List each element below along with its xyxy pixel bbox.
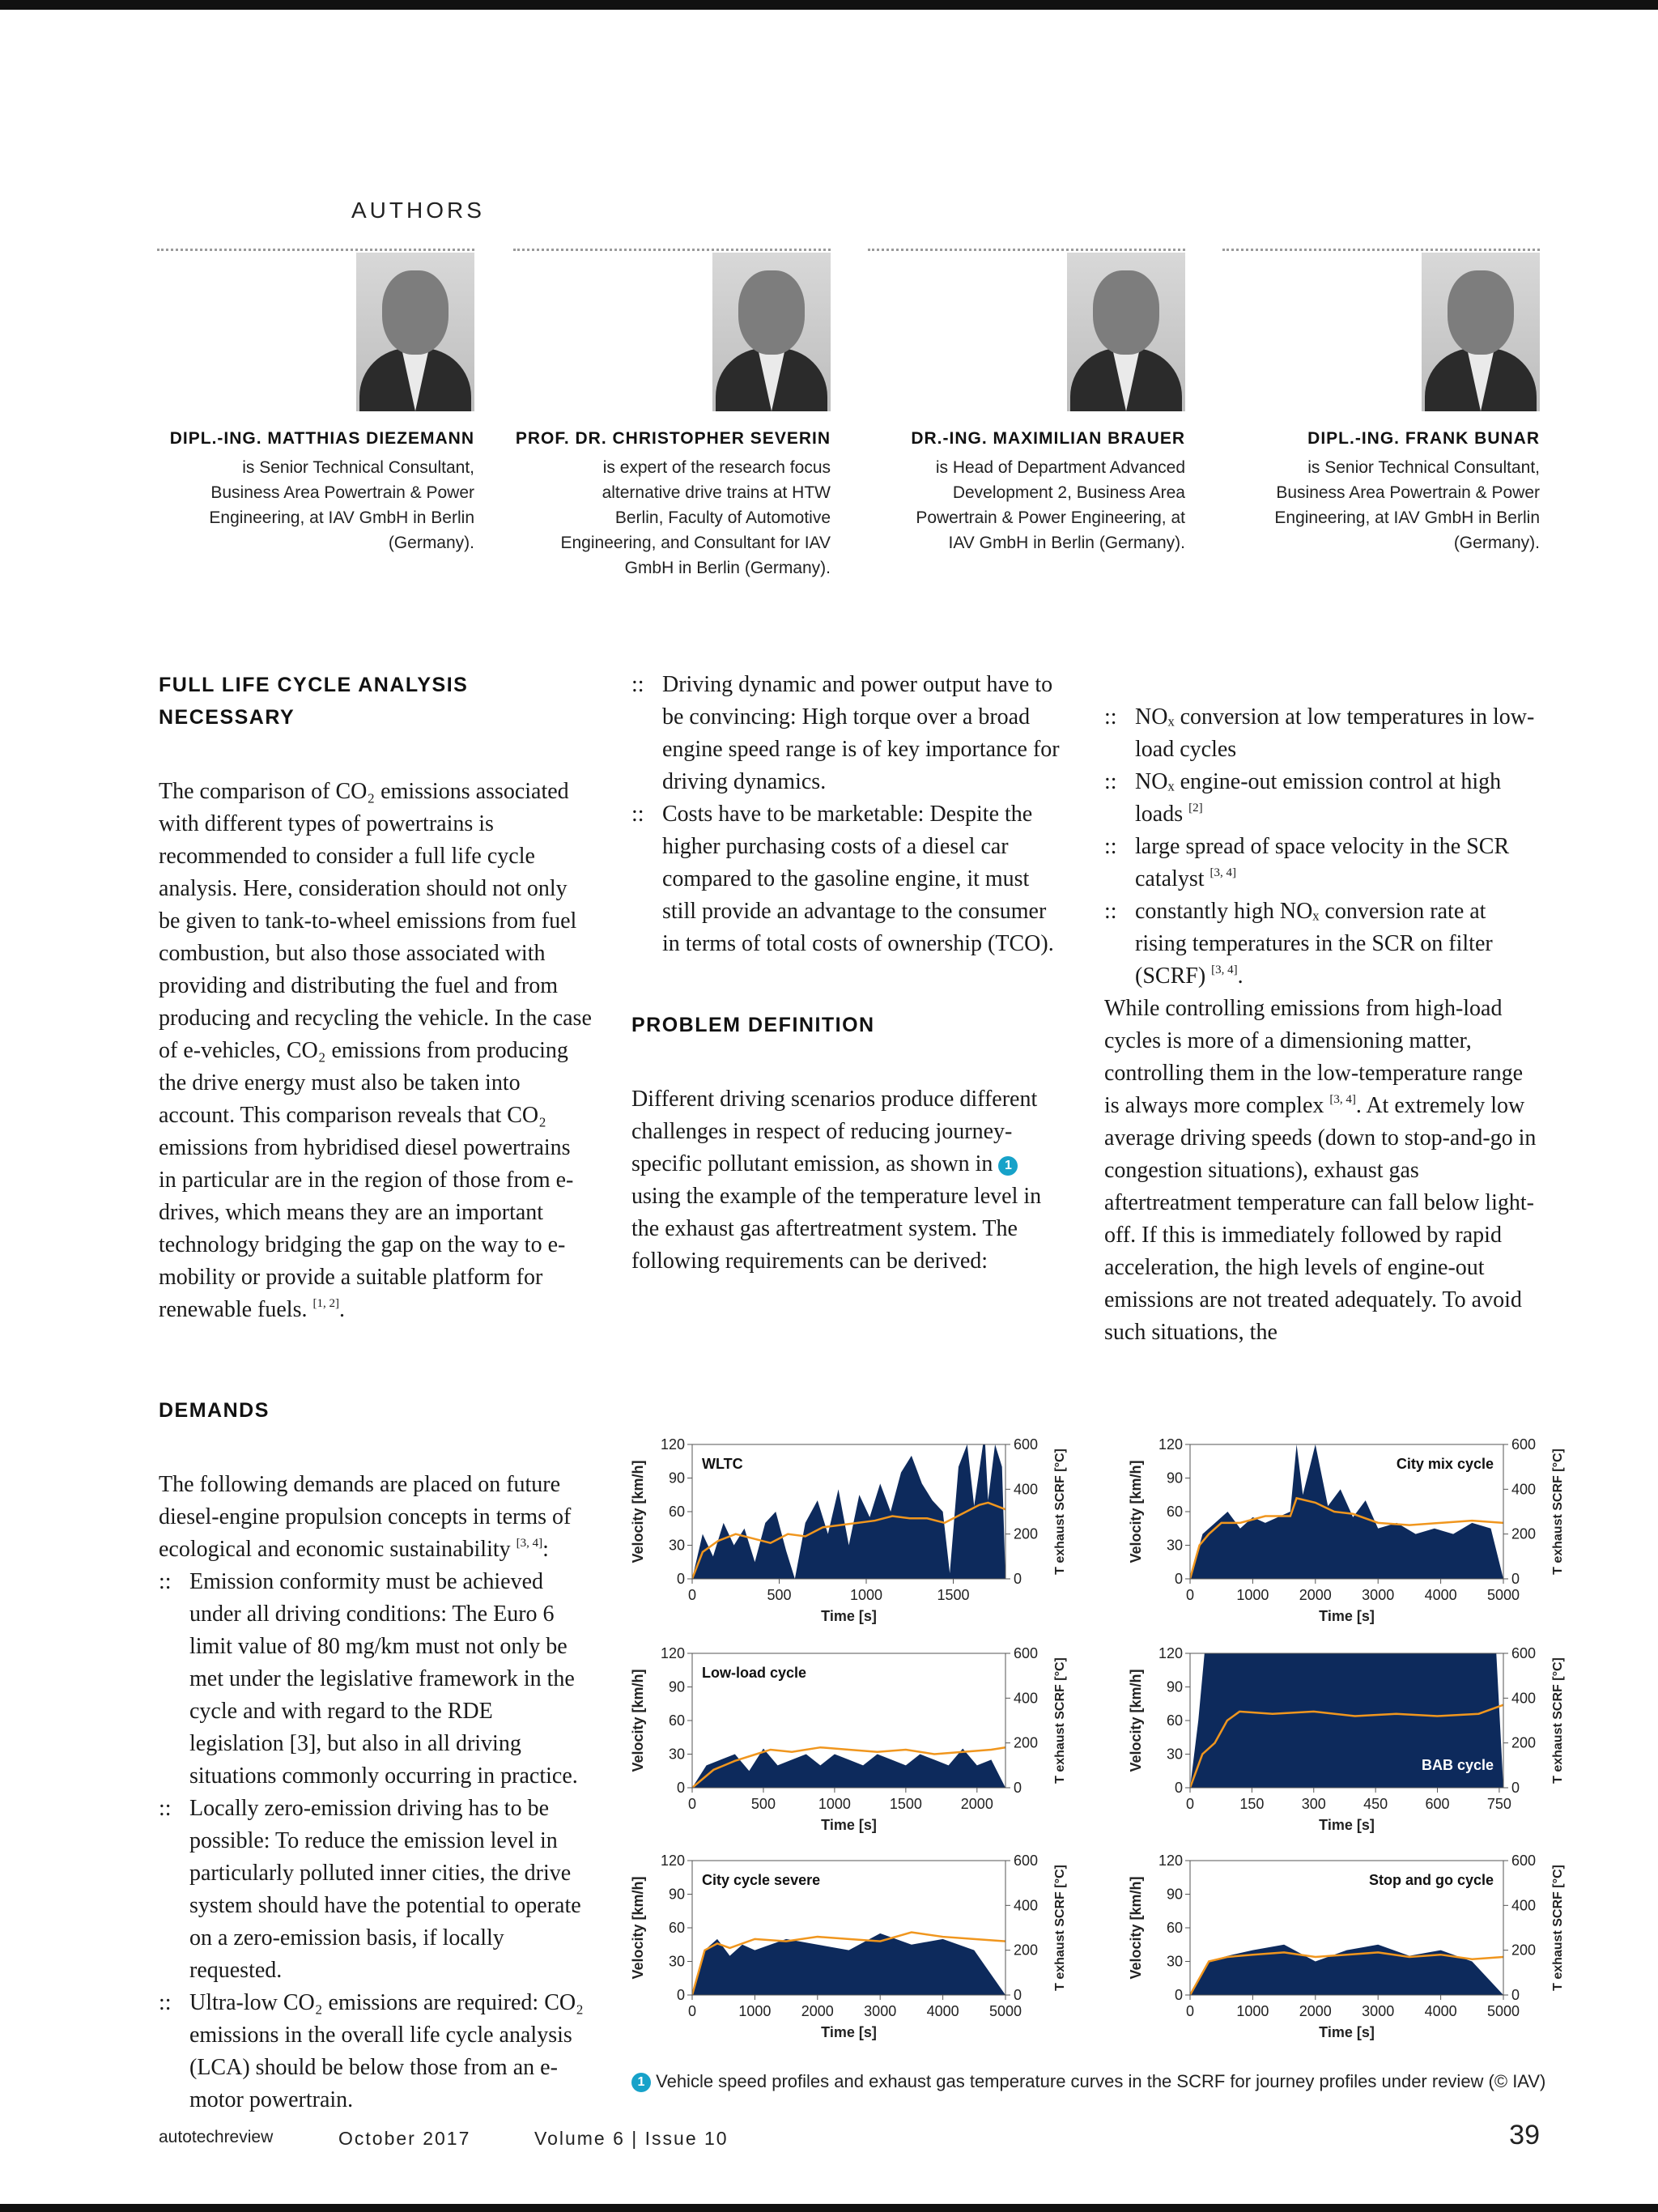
chart-title: Low-load cycle — [702, 1665, 807, 1681]
y2-tick-label: 400 — [1511, 1481, 1537, 1498]
y-tick-label: 60 — [668, 1920, 685, 1936]
list-item — [1104, 831, 1538, 895]
y2-tick-label: 200 — [1014, 1525, 1039, 1542]
y2-axis-label: T exhaust SCRF [°C] — [1053, 1448, 1067, 1575]
x-tick-label: 0 — [687, 1796, 697, 1812]
author-name: DR.-ING. MAXIMILIAN BRAUER — [911, 429, 1185, 448]
paragraph-text: The following demands are placed on future diesel-engine propulsion concepts in terms of ecological and economic sustainability — [159, 1472, 572, 1562]
chart-panel — [630, 1853, 1067, 2040]
chart-title: Stop and go cycle — [1368, 1872, 1494, 1888]
y-tick-label: 90 — [668, 1678, 685, 1695]
demands-list-cont — [631, 669, 1061, 960]
section-heading: DEMANDS — [159, 1399, 270, 1422]
x-tick-label: 1500 — [889, 1796, 922, 1812]
x-axis-label: Time [s] — [1319, 1608, 1375, 1624]
x-tick-label: 1000 — [1236, 2003, 1269, 2019]
y2-tick-label: 200 — [1511, 1734, 1537, 1751]
y-axis-label: Velocity [km/h] — [1128, 1460, 1144, 1563]
y2-tick-label: 200 — [1014, 1942, 1039, 1959]
author-name: DIPL.-ING. FRANK BUNAR — [1307, 429, 1540, 448]
x-tick-label: 3000 — [864, 2003, 897, 2019]
paragraph-text: While controlling emissions from high-load cycles is more of a dimensioning matter, controlling them in the low-temperature range is always more complex — [1104, 996, 1524, 1118]
list-item-text: Emission conformity must be achieved under all driving conditions: The Euro 6 limit value of 80 mg/km must not only be met under the legislative framework in the cycle and with regard to the RDE legislation [3], but also in all driving situations commonly occurring in practice. — [189, 1569, 578, 1789]
y2-tick-label: 600 — [1511, 1436, 1537, 1453]
x-axis-label: Time [s] — [821, 1608, 877, 1624]
section-heading: FULL LIFE CYCLE ANALYSIS NECESSARY — [159, 674, 469, 729]
list-item-text: Locally zero-emission driving has to be possible: To reduce the emission level in particularly polluted inner cities, the drive system should have the potential to operate on a zero-emission basis, if locally requested. — [189, 1796, 581, 1983]
y-tick-label: 30 — [668, 1746, 685, 1763]
y2-tick-label: 400 — [1511, 1897, 1537, 1914]
y-tick-label: 30 — [668, 1953, 685, 1970]
y2-tick-label: 0 — [1511, 1987, 1520, 2003]
list-item-text: Ultra-low CO₂ emissions are required: CO₂ emissions in the overall life cycle analysis (LCA) should be below those from an e-motor powertrain. — [189, 1990, 584, 2112]
footer-date: October 2017 — [338, 2128, 471, 2149]
citation: [3, 4] — [1211, 963, 1238, 976]
y-tick-label: 90 — [668, 1470, 685, 1487]
figure-ref-badge: 1 — [998, 1156, 1018, 1176]
y2-tick-label: 200 — [1511, 1525, 1537, 1542]
y2-axis-label: T exhaust SCRF [°C] — [1053, 1657, 1067, 1784]
chart-panel — [1128, 1436, 1565, 1624]
y2-axis-label: T exhaust SCRF [°C] — [1053, 1865, 1067, 1991]
x-tick-label: 1000 — [818, 1796, 851, 1812]
y-tick-label: 60 — [668, 1504, 685, 1520]
x-tick-label: 2000 — [801, 2003, 834, 2019]
citation: [3, 4] — [1329, 1093, 1356, 1106]
list-item — [1104, 766, 1538, 831]
figure-caption — [631, 2071, 1627, 2092]
citation: [2] — [1188, 802, 1203, 815]
column-3 — [1104, 701, 1538, 1349]
y-tick-label: 0 — [1174, 1987, 1183, 2003]
column-1 — [159, 669, 593, 2116]
y-tick-label: 0 — [676, 1987, 685, 2003]
x-tick-label: 500 — [750, 1796, 776, 1812]
x-tick-label: 1000 — [849, 1587, 883, 1603]
y-tick-label: 120 — [660, 1853, 685, 1869]
author-card — [157, 249, 474, 555]
x-tick-label: 4000 — [1424, 1587, 1457, 1603]
x-tick-label: 600 — [1425, 1796, 1450, 1812]
citation: [3, 4] — [1209, 866, 1237, 879]
x-tick-label: 1000 — [1236, 1587, 1269, 1603]
y-tick-label: 30 — [1166, 1746, 1183, 1763]
paragraph — [1104, 993, 1538, 1349]
y-axis-label: Velocity [km/h] — [1128, 1669, 1144, 1772]
author-card — [1222, 249, 1540, 555]
chart-panel — [630, 1433, 1067, 1624]
bullet-marker: :: — [159, 1990, 172, 2015]
chart-panel — [1128, 1853, 1565, 2040]
paragraph-text: The comparison of CO₂ emissions associated with different types of powertrains is recommended to consider a full life cycle analysis. Here, consideration should not only be given to tank-to-wheel emissions from fuel combustion, but also those associated with providing and distributing the fuel and from producing and recycling the vehicle. In the case of e-vehicles, CO₂ emissions from producing the drive energy must also be taken into account. This comparison reveals that CO₂ emissions from hybridised diesel powertrains in particular are in the region of those from e-drives, which means they are an important technology bridging the gap on the way to e-mobility or provide a suitable platform for renewable fuels. — [159, 779, 592, 1322]
author-photo — [1422, 253, 1540, 411]
y2-tick-label: 400 — [1511, 1690, 1537, 1707]
y-tick-label: 30 — [668, 1537, 685, 1554]
bullet-marker: :: — [1104, 704, 1117, 730]
y-tick-label: 30 — [1166, 1537, 1183, 1554]
list-item — [159, 1566, 593, 1793]
y-tick-label: 60 — [668, 1712, 685, 1729]
author-photo — [712, 253, 831, 411]
x-tick-label: 1000 — [738, 2003, 772, 2019]
demands-list — [159, 1566, 593, 2116]
x-tick-label: 0 — [1185, 2003, 1195, 2019]
y-tick-label: 120 — [660, 1645, 685, 1661]
x-tick-label: 5000 — [1486, 1587, 1520, 1603]
x-tick-label: 750 — [1486, 1796, 1511, 1812]
bullet-marker: :: — [1104, 899, 1117, 924]
list-item-text: constantly high NOₓ conversion rate at rising temperatures in the SCR on filter (SCRF) — [1135, 899, 1493, 989]
y-tick-label: 90 — [1166, 1678, 1183, 1695]
paragraph: The comparison of CO₂ emissions associated with different types of powertrains is recommended to consider a full life cycle analysis. Here, consideration should not only be given to tank-to-wheel emissions from fuel combustion, but also those associated with providing and distributing the fuel and from producing and recycling the vehicle. In the case of e-vehicles, CO₂ emissions from producing the drive energy must also be taken into account. This comparison reveals that CO₂ emissions from hybridised diesel powertrains in particular are in the region of those from e-drives, which means they are an important technology bridging the gap on the way to e-mobility or provide a suitable platform for renewable fuels. [1, 2]. — [159, 779, 592, 1322]
y-tick-label: 0 — [676, 1571, 685, 1587]
list-item-text: NOₓ engine-out emission control at high loads — [1135, 769, 1502, 827]
y2-tick-label: 600 — [1511, 1645, 1537, 1661]
x-tick-label: 450 — [1363, 1796, 1388, 1812]
x-tick-label: 4000 — [926, 2003, 959, 2019]
author-bio: is Senior Technical Consultant, Business Area Powertrain & Power Engineering, at IAV GmbH in Berlin (Germany). — [209, 458, 474, 552]
author-bio: is Senior Technical Consultant, Business Area Powertrain & Power Engineering, at IAV GmbH in Berlin (Germany). — [1274, 458, 1540, 552]
bottom-border — [0, 2204, 1658, 2212]
x-tick-label: 3000 — [1362, 1587, 1395, 1603]
y-tick-label: 90 — [1166, 1886, 1183, 1903]
velocity-area — [692, 1749, 1005, 1788]
x-axis-label: Time [s] — [821, 1817, 877, 1833]
x-tick-label: 150 — [1239, 1796, 1265, 1812]
list-item — [631, 798, 1061, 960]
velocity-area — [1190, 1945, 1503, 1995]
list-item: :: constantly high NOₓ conversion rate at rising temperatures in the SCR on filter (SCRF) [3, 4]. — [1104, 895, 1538, 993]
x-tick-label: 0 — [687, 2003, 697, 2019]
y2-tick-label: 600 — [1014, 1853, 1039, 1869]
chart-title: WLTC — [702, 1456, 743, 1472]
paragraph-text: Different driving scenarios produce different challenges in respect of reducing journey-specific pollutant emission, as shown in — [631, 1087, 1038, 1176]
x-tick-label: 3000 — [1362, 2003, 1395, 2019]
y-axis-label: Velocity [km/h] — [630, 1876, 646, 1980]
footer-volume: Volume 6 | Issue 10 — [534, 2128, 729, 2149]
paragraph-text: using the example of the temperature level in the exhaust gas aftertreatment system. The following requirements can be derived: — [631, 1184, 1042, 1274]
x-tick-label: 5000 — [988, 2003, 1022, 2019]
bullet-marker: :: — [631, 672, 644, 697]
y2-tick-label: 200 — [1014, 1734, 1039, 1751]
chart-panel — [630, 1645, 1067, 1833]
y-tick-label: 90 — [1166, 1470, 1183, 1487]
bullet-marker: :: — [1104, 769, 1117, 794]
y-tick-label: 120 — [1158, 1853, 1183, 1869]
top-border — [0, 0, 1658, 10]
author-card — [513, 249, 831, 581]
x-tick-label: 2000 — [1299, 2003, 1332, 2019]
y2-tick-label: 0 — [1014, 1987, 1022, 2003]
y-tick-label: 60 — [1166, 1712, 1183, 1729]
bullet-marker: :: — [631, 802, 644, 827]
author-photo — [356, 253, 474, 411]
x-tick-label: 5000 — [1486, 2003, 1520, 2019]
y-tick-label: 60 — [1166, 1504, 1183, 1520]
x-tick-label: 0 — [687, 1587, 697, 1603]
x-tick-label: 4000 — [1424, 2003, 1457, 2019]
list-item-text: Costs have to be marketable: Despite the higher purchasing costs of a diesel car compared to the gasoline engine, it must still provide an advantage to the consumer in terms of total costs of ownership (TCO). — [662, 802, 1054, 956]
footer-brand: autotechreview — [159, 2128, 274, 2146]
x-tick-label: 300 — [1301, 1796, 1326, 1812]
list-item-text: large spread of space velocity in the SCR catalyst — [1135, 834, 1510, 891]
velocity-area — [692, 1933, 1005, 1995]
x-tick-label: 0 — [1185, 1796, 1195, 1812]
y2-tick-label: 400 — [1014, 1690, 1039, 1707]
column-2 — [631, 669, 1061, 1278]
y-tick-label: 120 — [660, 1436, 685, 1453]
y-axis-label: Velocity [km/h] — [630, 1460, 646, 1563]
y-tick-label: 60 — [1166, 1920, 1183, 1936]
x-tick-label: 500 — [767, 1587, 792, 1603]
y-axis-label: Velocity [km/h] — [630, 1669, 646, 1772]
x-tick-label: 2000 — [960, 1796, 993, 1812]
y2-tick-label: 600 — [1014, 1436, 1039, 1453]
requirements-list — [1104, 701, 1538, 993]
y-tick-label: 120 — [1158, 1645, 1183, 1661]
y2-tick-label: 0 — [1511, 1780, 1520, 1796]
bullet-marker: :: — [159, 1569, 172, 1594]
author-bio: is Head of Department Advanced Development 2, Business Area Powertrain & Power Engineering, at IAV GmbH in Berlin (Germany). — [916, 458, 1185, 552]
y2-tick-label: 400 — [1014, 1897, 1039, 1914]
bullet-marker: :: — [159, 1796, 172, 1821]
x-axis-label: Time [s] — [1319, 1817, 1375, 1833]
figure-caption-text: Vehicle speed profiles and exhaust gas temperature curves in the SCRF for journey profiles under review (© IAV) — [656, 2071, 1546, 2091]
author-bio: is expert of the research focus alternative drive trains at HTW Berlin, Faculty of Automotive Engineering, and Consultant for IAV GmbH in Berlin (Germany). — [560, 458, 831, 577]
bullet-marker: :: — [1104, 834, 1117, 859]
y2-tick-label: 600 — [1014, 1645, 1039, 1661]
y-tick-label: 0 — [676, 1780, 685, 1796]
x-tick-label: 0 — [1185, 1587, 1195, 1603]
y2-axis-label: T exhaust SCRF [°C] — [1551, 1865, 1565, 1991]
chart-title: City mix cycle — [1396, 1456, 1494, 1472]
y2-tick-label: 200 — [1511, 1942, 1537, 1959]
y2-axis-label: T exhaust SCRF [°C] — [1551, 1657, 1565, 1784]
list-item — [631, 669, 1061, 798]
author-card — [868, 249, 1185, 555]
list-item — [1104, 701, 1538, 766]
author-photo — [1067, 253, 1185, 411]
citation: [1, 2] — [312, 1297, 339, 1310]
paragraph — [631, 1083, 1061, 1278]
chart-panel — [1128, 1631, 1565, 1833]
list-item-text: Driving dynamic and power output have to be convincing: High torque over a broad engine speed range is of key importance for driving dynamics. — [662, 672, 1060, 794]
y2-tick-label: 0 — [1511, 1571, 1520, 1587]
authors-heading: AUTHORS — [351, 198, 485, 223]
y-axis-label: Velocity [km/h] — [1128, 1876, 1144, 1980]
list-item — [159, 1793, 593, 1987]
y2-tick-label: 0 — [1014, 1571, 1022, 1587]
section-heading: PROBLEM DEFINITION — [631, 1014, 875, 1036]
list-item-text: NOₓ conversion at low temperatures in low-load cycles — [1135, 704, 1535, 762]
y2-tick-label: 400 — [1014, 1481, 1039, 1498]
x-tick-label: 2000 — [1299, 1587, 1332, 1603]
y-tick-label: 30 — [1166, 1953, 1183, 1970]
paragraph-text: . At extremely low average driving speeds (down to stop-and-go in congestion situations), exhaust gas aftertreatment temperature can fall below light-off. If this is immediately followed by rapid acceleration, the high levels of engine-out emissions are not treated adequately. To avoid such situations, the — [1104, 1093, 1537, 1345]
y-tick-label: 90 — [668, 1886, 685, 1903]
y-tick-label: 120 — [1158, 1436, 1183, 1453]
paragraph: The following demands are placed on future diesel-engine propulsion concepts in terms of ecological and economic sustainability [3, 4]: — [159, 1472, 572, 1562]
y-tick-label: 0 — [1174, 1571, 1183, 1587]
chart-title: BAB cycle — [1421, 1757, 1494, 1773]
chart-title: City cycle severe — [702, 1872, 821, 1888]
x-axis-label: Time [s] — [1319, 2024, 1375, 2040]
figure-number-badge: 1 — [631, 2073, 651, 2092]
x-tick-label: 1500 — [937, 1587, 970, 1603]
y2-axis-label: T exhaust SCRF [°C] — [1551, 1448, 1565, 1575]
figure-charts — [623, 1431, 1619, 2079]
y2-tick-label: 0 — [1014, 1780, 1022, 1796]
y2-tick-label: 600 — [1511, 1853, 1537, 1869]
x-axis-label: Time [s] — [821, 2024, 877, 2040]
y-tick-label: 0 — [1174, 1780, 1183, 1796]
author-name: PROF. DR. CHRISTOPHER SEVERIN — [515, 429, 831, 448]
citation: [3, 4] — [516, 1537, 543, 1550]
list-item — [159, 1987, 593, 2116]
author-name: DIPL.-ING. MATTHIAS DIEZEMANN — [169, 429, 474, 448]
page-number: 39 — [1509, 2120, 1540, 2150]
